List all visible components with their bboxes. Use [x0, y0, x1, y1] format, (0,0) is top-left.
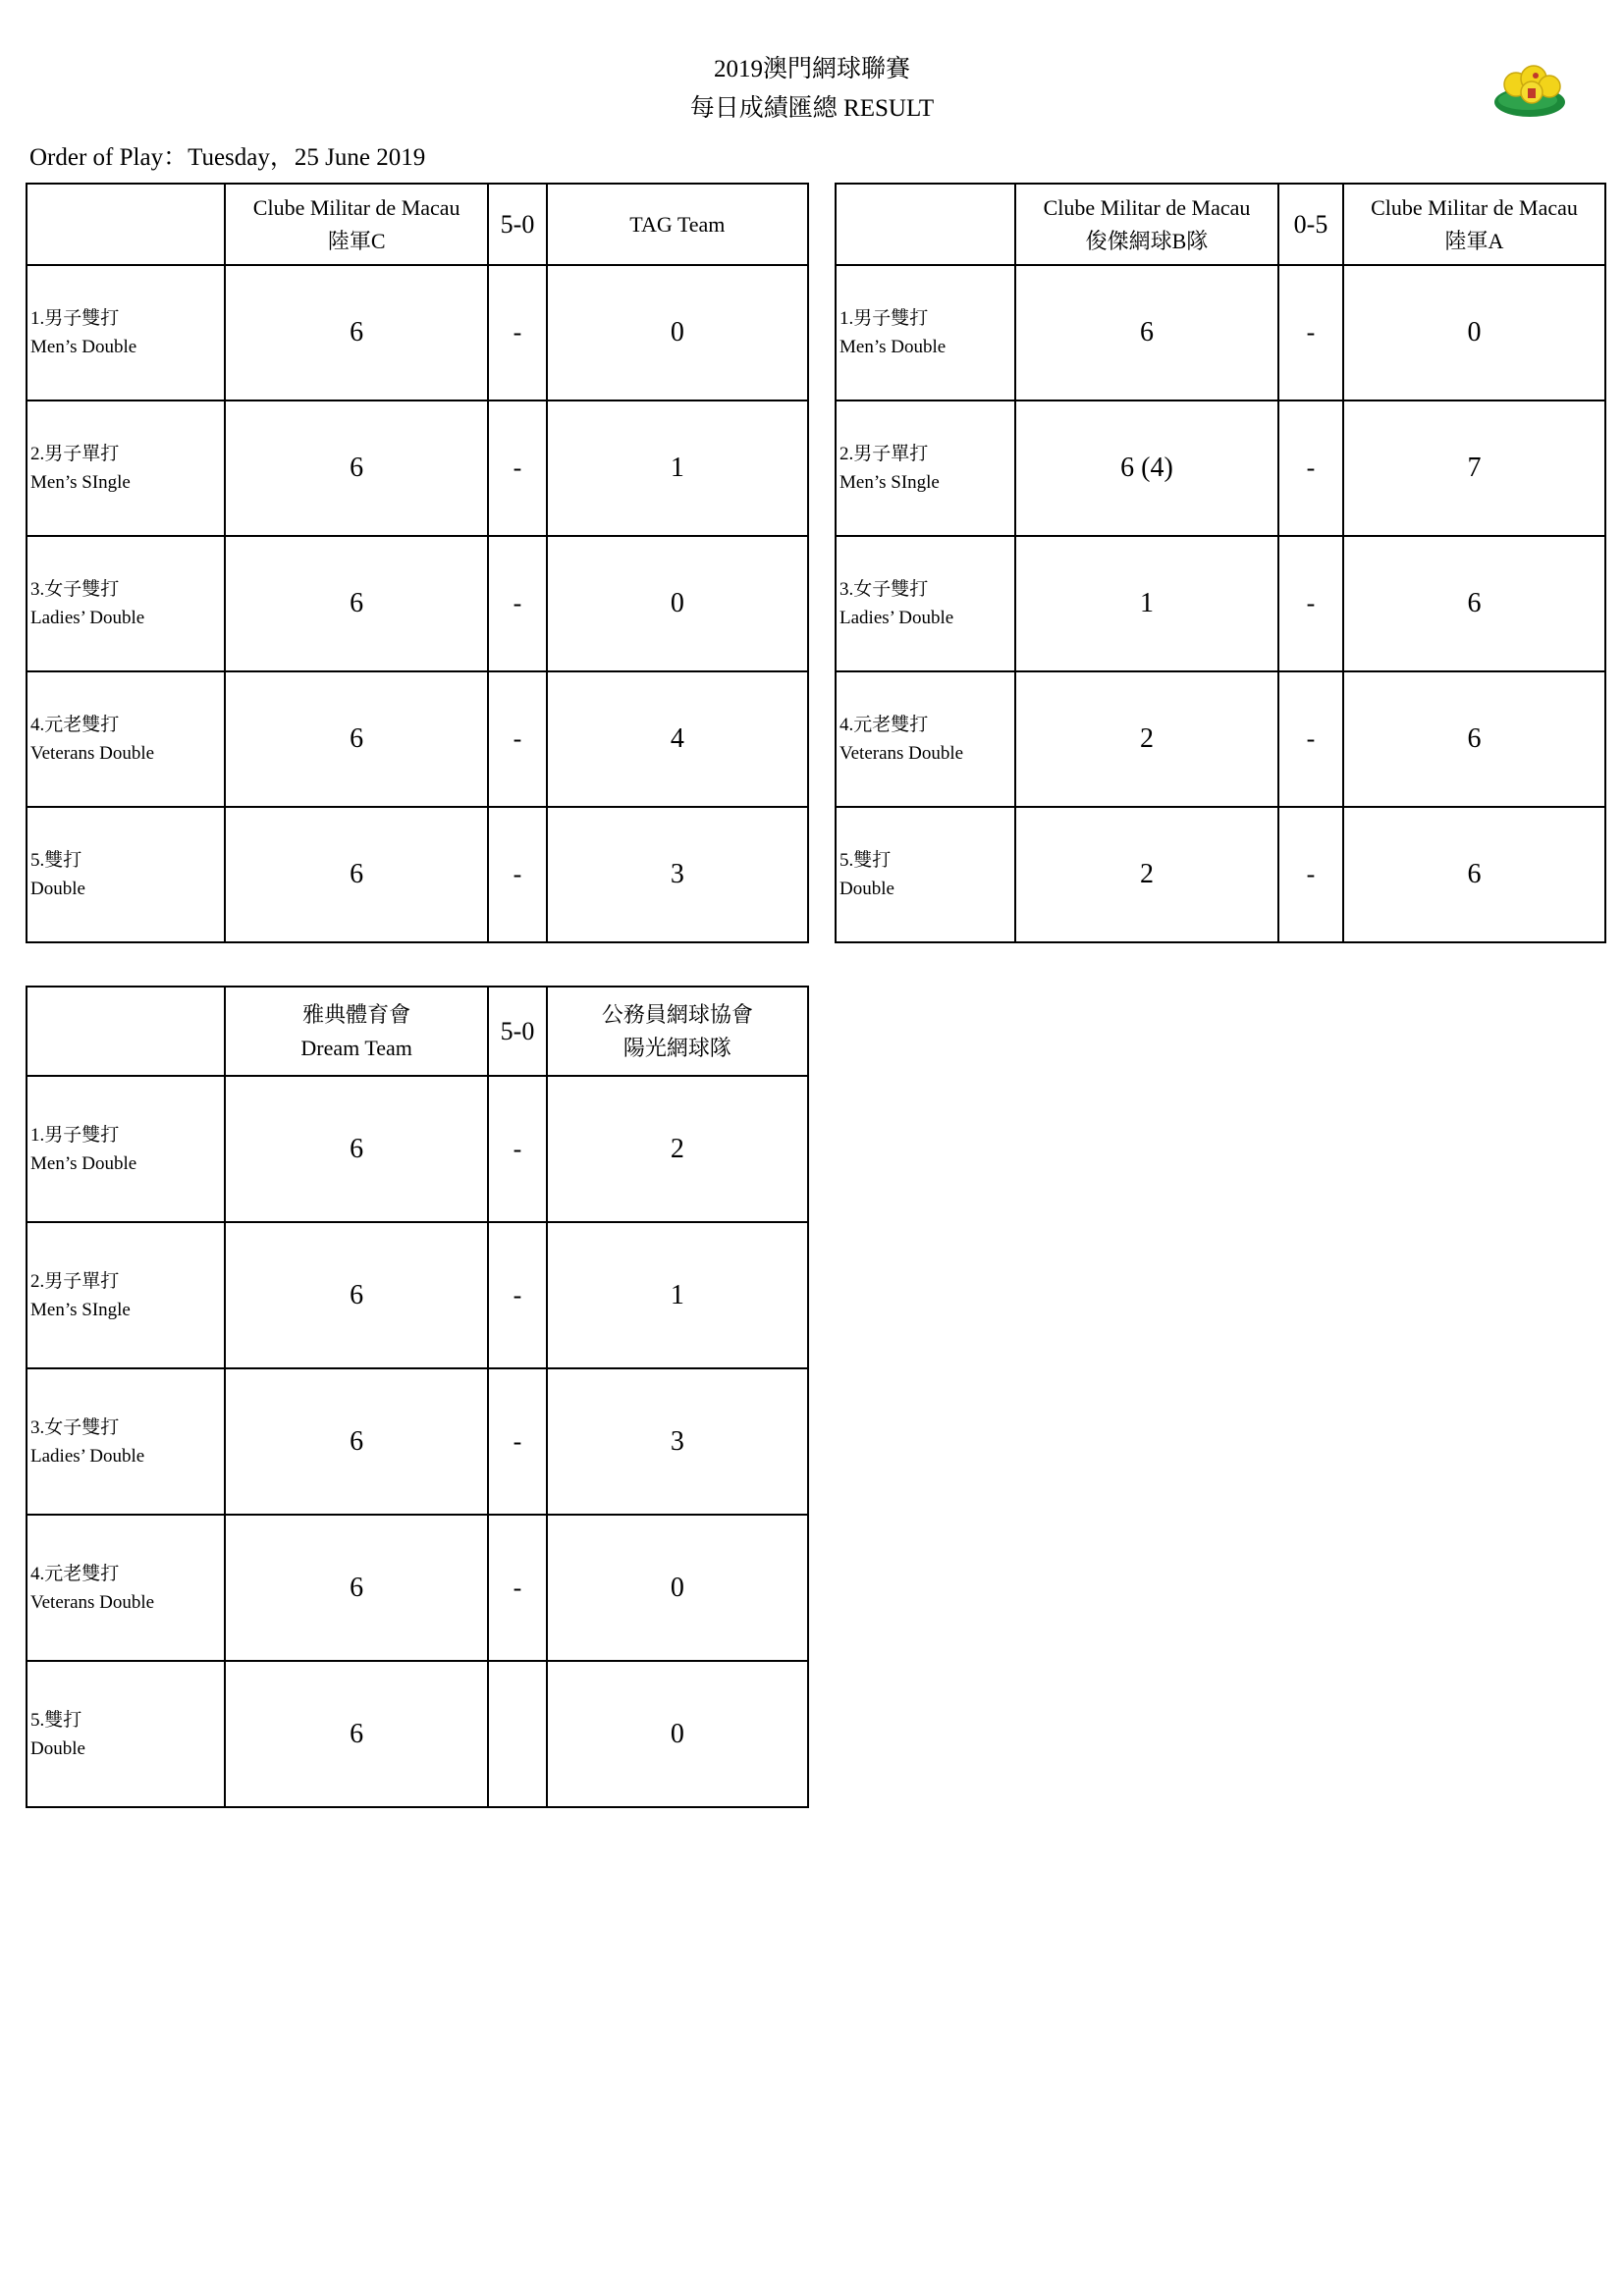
match-row [836, 807, 1605, 942]
home-score: 6 [225, 265, 488, 400]
home-team-cell [225, 987, 488, 1076]
score-separator: - [1278, 671, 1343, 807]
match-tally: 5-0 [488, 184, 546, 265]
home-team-cell [1015, 184, 1278, 265]
away-score: 1 [547, 400, 808, 536]
header-blank-cell [27, 184, 225, 265]
event-label: 4.元老雙打 Veterans Double [27, 1515, 225, 1661]
score-separator: - [1278, 400, 1343, 536]
match-row [27, 1661, 808, 1807]
away-team-name: TAG Team [629, 211, 726, 237]
home-score: 6 [225, 1368, 488, 1515]
away-score: 4 [547, 671, 808, 807]
header-blank-cell [27, 987, 225, 1076]
home-team-name: Clube Militar de Macau [252, 194, 460, 220]
away-score: 1 [547, 1222, 808, 1368]
away-score: 3 [547, 807, 808, 942]
away-team-cell [547, 184, 808, 265]
home-score: 2 [1015, 807, 1278, 942]
match-header-row [27, 184, 808, 265]
away-team-subname: 陸軍A [1444, 228, 1504, 253]
home-team-cell [225, 184, 488, 265]
away-score: 0 [547, 536, 808, 671]
match-row [27, 807, 808, 942]
event-label: 1.男子雙打 Men’s Double [836, 265, 1015, 400]
score-separator: - [1278, 265, 1343, 400]
away-team-cell [1343, 184, 1605, 265]
event-label: 2.男子單打 Men’s SIngle [836, 400, 1015, 536]
match-row [27, 1076, 808, 1222]
away-score: 0 [547, 1515, 808, 1661]
match-row [27, 400, 808, 536]
score-separator: - [488, 671, 546, 807]
match-table-1 [26, 183, 809, 943]
home-score: 1 [1015, 536, 1278, 671]
event-label: 4.元老雙打 Veterans Double [836, 671, 1015, 807]
score-separator: - [488, 1368, 546, 1515]
home-team-name: 雅典體育會 [302, 1001, 411, 1027]
match-row [27, 1515, 808, 1661]
event-label: 3.女子雙打 Ladies’ Double [27, 536, 225, 671]
home-score: 6 [225, 400, 488, 536]
home-team-name: Clube Militar de Macau [1043, 194, 1251, 220]
away-score: 0 [1343, 265, 1605, 400]
away-team-subname: 陽光網球隊 [623, 1035, 731, 1060]
page-subtitle: 每日成績匯總 RESULT [689, 95, 935, 122]
event-label: 3.女子雙打 Ladies’ Double [836, 536, 1015, 671]
page-title: 2019澳門網球聯賽 [713, 56, 910, 82]
away-score: 6 [1343, 536, 1605, 671]
away-team-name: 公務員網球協會 [601, 1001, 753, 1027]
score-separator: - [488, 1222, 546, 1368]
match-row [836, 671, 1605, 807]
score-separator: - [488, 807, 546, 942]
match-header-row [836, 184, 1605, 265]
match-row [27, 265, 808, 400]
association-logo [1492, 59, 1571, 120]
away-score: 3 [547, 1368, 808, 1515]
match-row [27, 1222, 808, 1368]
event-label: 3.女子雙打 Ladies’ Double [27, 1368, 225, 1515]
header-blank-cell [836, 184, 1015, 265]
score-separator: - [1278, 536, 1343, 671]
away-score: 0 [547, 265, 808, 400]
home-team-subname: 俊傑網球B隊 [1085, 228, 1209, 253]
away-team-name: Clube Militar de Macau [1371, 194, 1578, 220]
event-label: 2.男子單打 Men’s SIngle [27, 400, 225, 536]
home-score: 6 [1015, 265, 1278, 400]
match-row [27, 671, 808, 807]
away-team-cell [547, 987, 808, 1076]
match-row [836, 265, 1605, 400]
score-separator: - [1278, 807, 1343, 942]
event-label: 1.男子雙打 Men’s Double [27, 265, 225, 400]
match-row [836, 400, 1605, 536]
home-score: 6 [225, 1076, 488, 1222]
score-separator [488, 1661, 546, 1807]
away-score: 2 [547, 1076, 808, 1222]
home-score: 6 [225, 536, 488, 671]
score-separator: - [488, 1076, 546, 1222]
event-label: 1.男子雙打 Men’s Double [27, 1076, 225, 1222]
match-row [27, 1368, 808, 1515]
score-separator: - [488, 400, 546, 536]
home-team-subname: 陸軍C [327, 228, 386, 253]
score-separator: - [488, 1515, 546, 1661]
match-row [836, 536, 1605, 671]
home-score: 6 [225, 671, 488, 807]
home-score: 6 [225, 1661, 488, 1807]
away-score: 6 [1343, 671, 1605, 807]
event-label: 5.雙打 Double [27, 1661, 225, 1807]
match-table-3 [26, 986, 809, 1808]
event-label: 5.雙打 Double [836, 807, 1015, 942]
away-score: 0 [547, 1661, 808, 1807]
event-label: 4.元老雙打 Veterans Double [27, 671, 225, 807]
order-of-play-date: Order of Play：Tuesday，25 June 2019 [29, 144, 426, 171]
away-score: 6 [1343, 807, 1605, 942]
away-score: 7 [1343, 400, 1605, 536]
home-score: 6 [225, 807, 488, 942]
home-score: 2 [1015, 671, 1278, 807]
event-label: 5.雙打 Double [27, 807, 225, 942]
home-score: 6 [225, 1515, 488, 1661]
home-score: 6 (4) [1015, 400, 1278, 536]
match-tally: 0-5 [1278, 184, 1343, 265]
match-tally: 5-0 [488, 987, 546, 1076]
match-row [27, 536, 808, 671]
match-table-2 [835, 183, 1606, 943]
home-team-subname: Dream Team [300, 1035, 412, 1060]
event-label: 2.男子單打 Men’s SIngle [27, 1222, 225, 1368]
score-separator: - [488, 536, 546, 671]
score-separator: - [488, 265, 546, 400]
home-score: 6 [225, 1222, 488, 1368]
match-header-row [27, 987, 808, 1076]
